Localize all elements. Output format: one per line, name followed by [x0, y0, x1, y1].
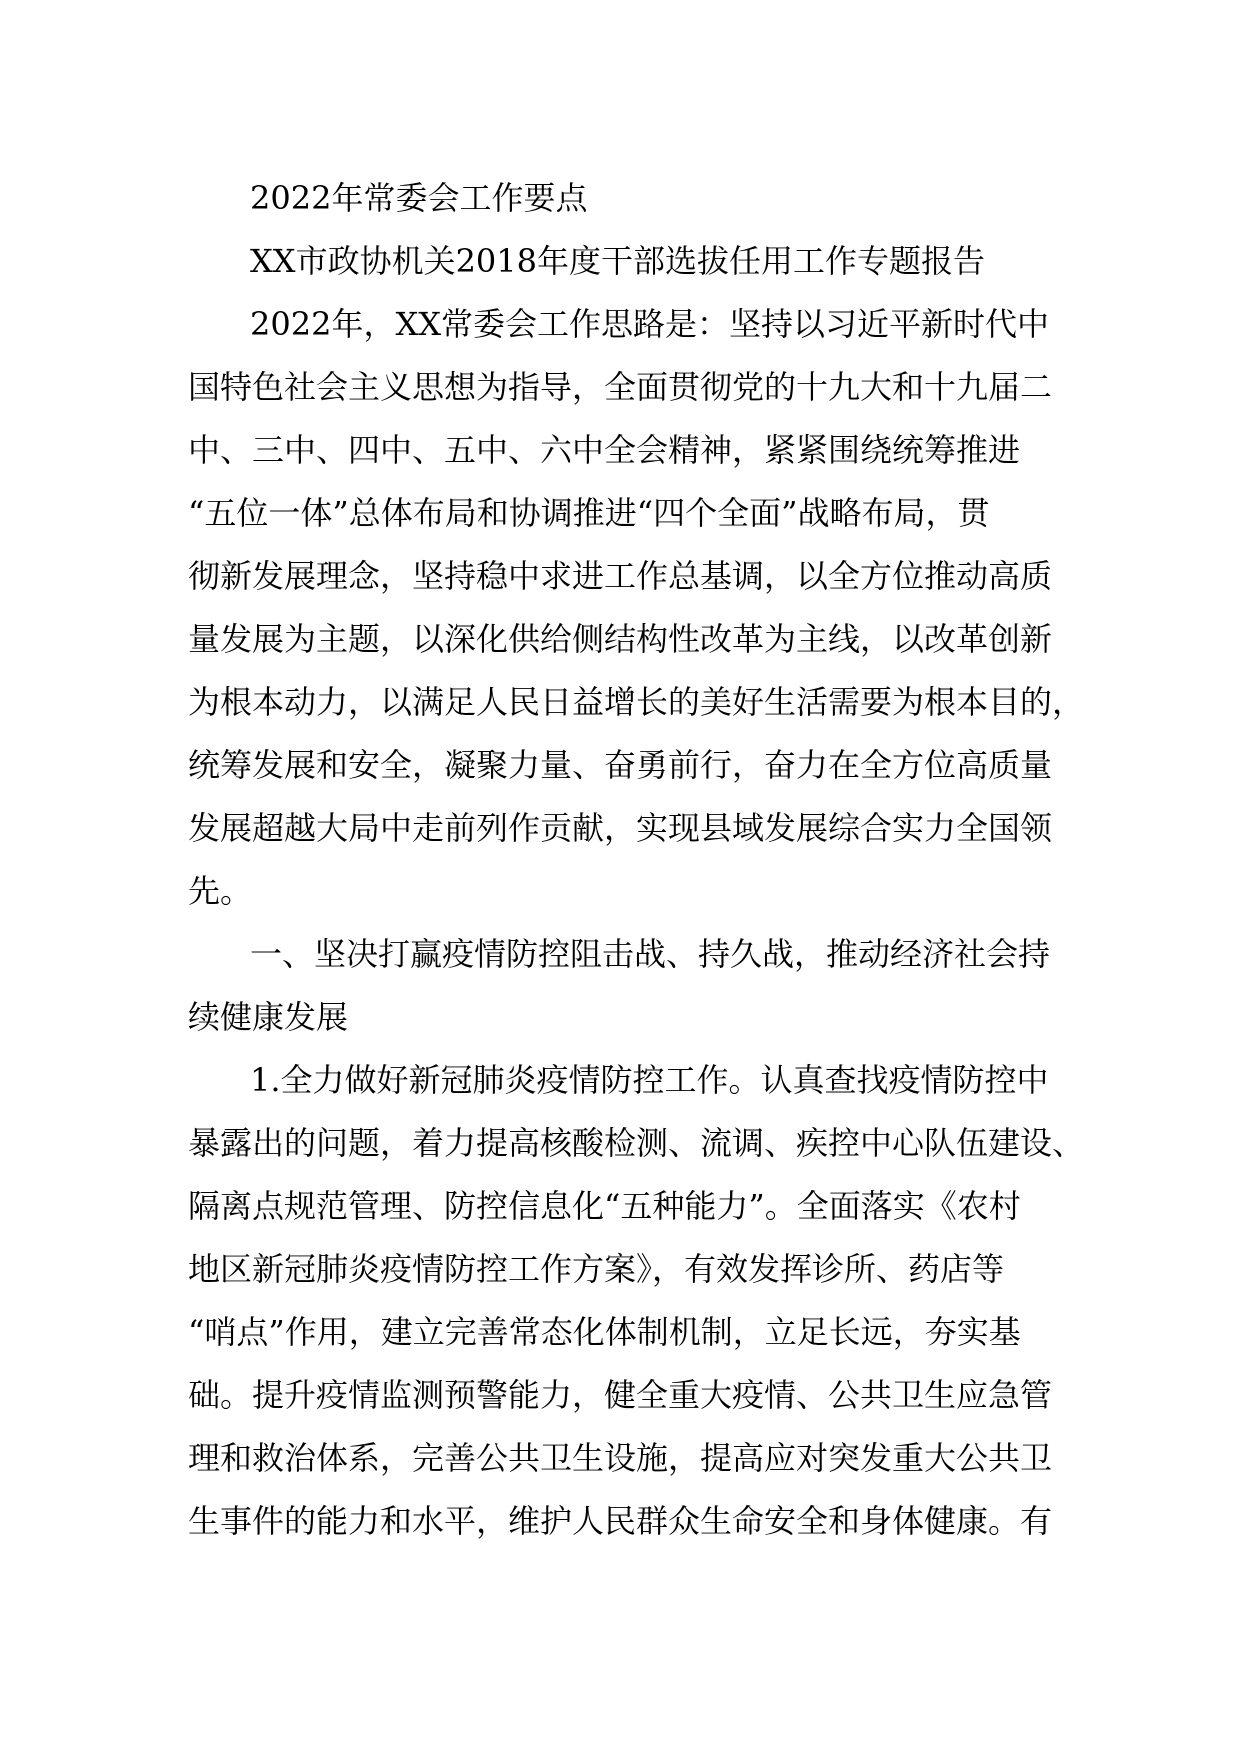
text-line: 量发展为主题，以深化供给侧结构性改革为主线，以改革创新: [188, 620, 1053, 658]
text-line: 生事件的能力和水平，维护人民群众生命安全和身体健康。有: [188, 1502, 1053, 1540]
text-line: “五位一体”总体布局和协调推进“四个全面”战略布局，贯: [188, 494, 990, 532]
text-line: 隔离点规范管理、防控信息化“五种能力”。全面落实《农村: [188, 1187, 1021, 1225]
text-line: 2022年，XX常委会工作思路是：坚持以习近平新时代中: [250, 305, 1050, 343]
text-line: 先。: [188, 872, 253, 910]
text-line: 础。提升疫情监测预警能力，健全重大疫情、公共卫生应急管: [188, 1376, 1053, 1414]
text-line: 地区新冠肺炎疫情防控工作方案》，有效发挥诊所、药店等: [188, 1250, 1005, 1288]
text-line: 1.全力做好新冠肺炎疫情防控工作。认真查找疫情防控中: [250, 1061, 1049, 1099]
text-line: 暴露出的问题，着力提高核酸检测、流调、疾控中心队伍建设、: [188, 1124, 1085, 1162]
text-line: “哨点”作用，建立完善常态化体制机制，立足长远，夯实基: [188, 1313, 1021, 1351]
text-line: 中、三中、四中、五中、六中全会精神，紧紧围绕统筹推进: [188, 431, 1021, 469]
document-subtitle: XX市政协机关2018年度干部选拔任用工作专题报告: [250, 242, 986, 280]
document-title: 2022年常委会工作要点: [250, 179, 588, 217]
text-line: 理和救治体系，完善公共卫生设施，提高应对突发重大公共卫: [188, 1439, 1053, 1477]
section-heading: 续健康发展: [188, 998, 349, 1036]
text-line: 彻新发展理念，坚持稳中求进工作总基调，以全方位推动高质: [188, 557, 1053, 595]
text-line: 为根本动力，以满足人民日益增长的美好生活需要为根本目的，: [188, 683, 1085, 721]
text-line: 发展超越大局中走前列作贡献，实现县域发展综合实力全国领: [188, 809, 1053, 847]
text-line: 国特色社会主义思想为指导，全面贯彻党的十九大和十九届二: [188, 368, 1053, 406]
section-heading: 一、坚决打赢疫情防控阻击战、持久战，推动经济社会持: [250, 935, 1051, 973]
text-line: 统筹发展和安全，凝聚力量、奋勇前行，奋力在全方位高质量: [188, 746, 1053, 784]
